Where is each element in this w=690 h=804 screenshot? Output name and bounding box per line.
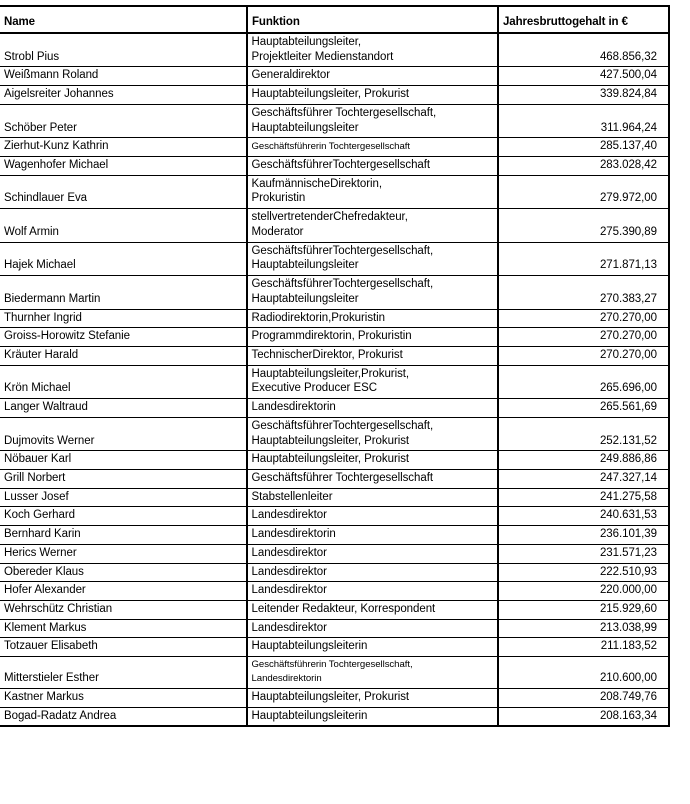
cell-funktion[interactable] — [247, 104, 498, 137]
cell-funktion[interactable] — [247, 451, 498, 470]
cell-gehalt[interactable]: 285.137,40 — [498, 138, 670, 157]
cell-funktion[interactable] — [247, 276, 498, 309]
funktion-line: GeschäftsführerTochtergesellschaft, — [251, 244, 434, 257]
cell-gehalt[interactable]: 271.871,13 — [498, 242, 670, 275]
cell-funktion[interactable] — [247, 707, 498, 726]
table-row — [0, 601, 670, 620]
cell-funktion[interactable] — [247, 242, 498, 275]
cell-name[interactable]: Langer Waltraud — [0, 399, 247, 418]
table-row — [0, 619, 670, 638]
cell-gehalt[interactable]: 220.000,00 — [498, 582, 670, 601]
table-row — [0, 175, 670, 208]
table-row — [0, 451, 670, 470]
cell-gehalt[interactable]: 279.972,00 — [498, 175, 670, 208]
funktion-line: Moderator — [251, 225, 304, 238]
cell-gehalt[interactable]: 265.696,00 — [498, 365, 670, 398]
cell-name[interactable]: Wehrschütz Christian — [0, 601, 247, 620]
cell-name[interactable]: Weißmann Roland — [0, 67, 247, 86]
funktion-line: Geschäftsführer Tochtergesellschaft, — [251, 106, 437, 119]
cell-gehalt[interactable]: 215.929,60 — [498, 601, 670, 620]
funktion-line: GeschäftsführerTochtergesellschaft — [251, 159, 431, 172]
funktion-line: Radiodirektorin,Prokuristin — [251, 311, 386, 324]
table-row — [0, 507, 670, 526]
cell-name[interactable]: Bernhard Karin — [0, 526, 247, 545]
funktion-line: Stabstellenleiter — [251, 490, 333, 503]
funktion-line: Landesdirektor — [251, 621, 327, 634]
cell-name[interactable]: Nöbauer Karl — [0, 451, 247, 470]
funktion-line: Hauptabteilungsleiterin — [251, 709, 368, 722]
table-row — [0, 563, 670, 582]
cell-funktion[interactable] — [247, 417, 498, 450]
cell-name[interactable]: Thurnher Ingrid — [0, 309, 247, 328]
cell-funktion[interactable] — [247, 175, 498, 208]
cell-gehalt[interactable]: 247.327,14 — [498, 469, 670, 488]
funktion-line: Landesdirektorin — [251, 673, 322, 685]
cell-name[interactable]: Strobl Pius — [0, 33, 247, 67]
table-row — [0, 138, 670, 157]
cell-gehalt[interactable]: 252.131,52 — [498, 417, 670, 450]
cell-gehalt[interactable]: 249.886,86 — [498, 451, 670, 470]
funktion-line: Hauptabteilungsleiter, — [251, 36, 362, 48]
table-row — [0, 157, 670, 176]
cell-funktion[interactable] — [247, 33, 498, 67]
funktion-line: Landesdirektor — [251, 509, 327, 522]
table-row — [0, 488, 670, 507]
cell-name[interactable]: Schindlauer Eva — [0, 175, 247, 208]
cell-name[interactable]: Klement Markus — [0, 619, 247, 638]
funktion-line: Hauptabteilungsleiter, Prokurist — [251, 434, 410, 447]
table-row — [0, 209, 670, 242]
funktion-line: GeschäftsführerTochtergesellschaft, — [251, 278, 434, 291]
column-divider-1 — [246, 5, 248, 727]
cell-name[interactable]: Kräuter Harald — [0, 346, 247, 365]
cell-gehalt[interactable]: 231.571,23 — [498, 544, 670, 563]
cell-funktion[interactable] — [247, 86, 498, 105]
funktion-line: GeschäftsführerTochtergesellschaft, — [251, 419, 434, 432]
table-row — [0, 242, 670, 275]
table-row — [0, 365, 670, 398]
cell-funktion[interactable] — [247, 526, 498, 545]
funktion-line: TechnischerDirektor, Prokurist — [251, 348, 403, 361]
funktion-line: Geschäftsführer Tochtergesellschaft — [251, 471, 433, 484]
table-header — [0, 6, 670, 33]
funktion-line: Projektleiter Medienstandort — [251, 50, 394, 63]
table-row — [0, 544, 670, 563]
column-header-gehalt[interactable]: Jahresbruttogehalt in € — [498, 6, 670, 33]
table-row — [0, 657, 670, 689]
cell-gehalt[interactable]: 339.824,84 — [498, 86, 670, 105]
cell-funktion[interactable] — [247, 469, 498, 488]
cell-gehalt[interactable]: 222.510,93 — [498, 563, 670, 582]
cell-funktion[interactable] — [247, 544, 498, 563]
funktion-line: Landesdirektorin — [251, 401, 336, 414]
funktion-line: Hauptabteilungsleiter, Prokurist — [251, 88, 410, 101]
funktion-line: Leitender Redakteur, Korrespondent — [251, 603, 436, 615]
cell-name[interactable]: Aigelsreiter Johannes — [0, 86, 247, 105]
cell-funktion[interactable] — [247, 209, 498, 242]
cell-name[interactable]: Krön Michael — [0, 365, 247, 398]
cell-funktion[interactable] — [247, 365, 498, 398]
funktion-line: Landesdirektorin — [251, 528, 336, 541]
cell-gehalt[interactable]: 468.856,32 — [498, 33, 670, 67]
table-row — [0, 399, 670, 418]
table-right-edge — [668, 5, 670, 727]
funktion-line: Landesdirektor — [251, 565, 327, 578]
cell-name[interactable]: Hajek Michael — [0, 242, 247, 275]
cell-name[interactable]: Grill Norbert — [0, 469, 247, 488]
cell-name[interactable]: Wagenhofer Michael — [0, 157, 247, 176]
cell-gehalt[interactable]: 283.028,42 — [498, 157, 670, 176]
funktion-line: Hauptabteilungsleiterin — [251, 640, 368, 653]
table-row — [0, 526, 670, 545]
cell-gehalt[interactable]: 427.500,04 — [498, 67, 670, 86]
cell-funktion[interactable] — [247, 507, 498, 526]
cell-name[interactable]: Bogad-Radatz Andrea — [0, 707, 247, 726]
table-row — [0, 469, 670, 488]
column-header-name[interactable]: Name — [0, 6, 247, 33]
cell-gehalt[interactable]: 210.600,00 — [498, 657, 670, 689]
funktion-line: Hauptabteilungsleiter — [251, 292, 359, 305]
table-row — [0, 328, 670, 347]
cell-gehalt[interactable]: 265.561,69 — [498, 399, 670, 418]
cell-name[interactable]: Koch Gerhard — [0, 507, 247, 526]
cell-funktion[interactable] — [247, 582, 498, 601]
cell-gehalt[interactable]: 311.964,24 — [498, 104, 670, 137]
funktion-line: Hauptabteilungsleiter — [251, 259, 359, 272]
funktion-line: KaufmännischeDirektorin, — [251, 177, 382, 190]
funktion-line: Geschäftsführerin Tochtergesellschaft — [251, 141, 410, 153]
cell-funktion[interactable] — [247, 399, 498, 418]
cell-gehalt[interactable]: 236.101,39 — [498, 526, 670, 545]
cell-gehalt[interactable]: 270.270,00 — [498, 346, 670, 365]
cell-name[interactable]: Herics Werner — [0, 544, 247, 563]
cell-name[interactable]: Mitterstieler Esther — [0, 657, 247, 689]
salary-table — [0, 5, 670, 727]
column-divider-2 — [497, 5, 499, 727]
cell-funktion[interactable] — [247, 619, 498, 638]
cell-name[interactable]: Groiss-Horowitz Stefanie — [0, 328, 247, 347]
cell-gehalt[interactable]: 270.383,27 — [498, 276, 670, 309]
table-row — [0, 638, 670, 657]
cell-name[interactable]: Obereder Klaus — [0, 563, 247, 582]
cell-funktion[interactable] — [247, 67, 498, 86]
table-row — [0, 86, 670, 105]
table-row — [0, 688, 670, 707]
funktion-line: Hauptabteilungsleiter, Prokurist — [251, 690, 410, 703]
cell-funktion[interactable] — [247, 638, 498, 657]
cell-funktion[interactable] — [247, 488, 498, 507]
cell-gehalt[interactable]: 275.390,89 — [498, 209, 670, 242]
table-row — [0, 346, 670, 365]
cell-gehalt[interactable]: 211.183,52 — [498, 638, 670, 657]
cell-funktion[interactable] — [247, 563, 498, 582]
cell-name[interactable]: Totzauer Elisabeth — [0, 638, 247, 657]
funktion-line: Hauptabteilungsleiter,Prokurist, — [251, 367, 410, 380]
funktion-line: Programmdirektorin, Prokuristin — [251, 330, 412, 343]
cell-name[interactable]: Dujmovits Werner — [0, 417, 247, 450]
funktion-line: Landesdirektor — [251, 584, 327, 597]
cell-funktion[interactable] — [247, 601, 498, 620]
cell-funktion[interactable] — [247, 138, 498, 157]
table-row — [0, 309, 670, 328]
column-header-funktion[interactable]: Funktion — [247, 6, 498, 33]
table-row — [0, 276, 670, 309]
cell-funktion[interactable] — [247, 309, 498, 328]
cell-gehalt[interactable]: 213.038,99 — [498, 619, 670, 638]
cell-funktion[interactable] — [247, 688, 498, 707]
cell-funktion[interactable] — [247, 657, 498, 689]
table-row — [0, 582, 670, 601]
table-row — [0, 104, 670, 137]
cell-name[interactable]: Wolf Armin — [0, 209, 247, 242]
cell-gehalt[interactable]: 208.163,34 — [498, 707, 670, 726]
cell-name[interactable]: Hofer Alexander — [0, 582, 247, 601]
cell-gehalt[interactable]: 240.631,53 — [498, 507, 670, 526]
cell-gehalt[interactable]: 270.270,00 — [498, 309, 670, 328]
funktion-line: Hauptabteilungsleiter — [251, 121, 359, 134]
table-header-row — [0, 6, 670, 33]
cell-name[interactable]: Zierhut-Kunz Kathrin — [0, 138, 247, 157]
table-body — [0, 33, 670, 726]
funktion-line: Prokuristin — [251, 192, 306, 205]
funktion-line: stellvertretenderChefredakteur, — [251, 211, 408, 224]
cell-funktion[interactable] — [247, 328, 498, 347]
table-row — [0, 67, 670, 86]
cell-gehalt[interactable]: 208.749,76 — [498, 688, 670, 707]
cell-gehalt[interactable]: 270.270,00 — [498, 328, 670, 347]
table-row — [0, 417, 670, 450]
cell-funktion[interactable] — [247, 157, 498, 176]
funktion-line: Executive Producer ESC — [251, 382, 377, 395]
cell-name[interactable]: Biedermann Martin — [0, 276, 247, 309]
cell-gehalt[interactable]: 241.275,58 — [498, 488, 670, 507]
funktion-line: Generaldirektor — [251, 69, 331, 82]
cell-name[interactable]: Lusser Josef — [0, 488, 247, 507]
funktion-line: Landesdirektor — [251, 546, 327, 559]
funktion-line: Geschäftsführerin Tochtergesellschaft, — [251, 659, 413, 671]
table-row — [0, 707, 670, 726]
cell-name[interactable]: Kastner Markus — [0, 688, 247, 707]
cell-funktion[interactable] — [247, 346, 498, 365]
table-row — [0, 33, 670, 67]
funktion-line: Hauptabteilungsleiter, Prokurist — [251, 453, 410, 466]
cell-name[interactable]: Schöber Peter — [0, 104, 247, 137]
